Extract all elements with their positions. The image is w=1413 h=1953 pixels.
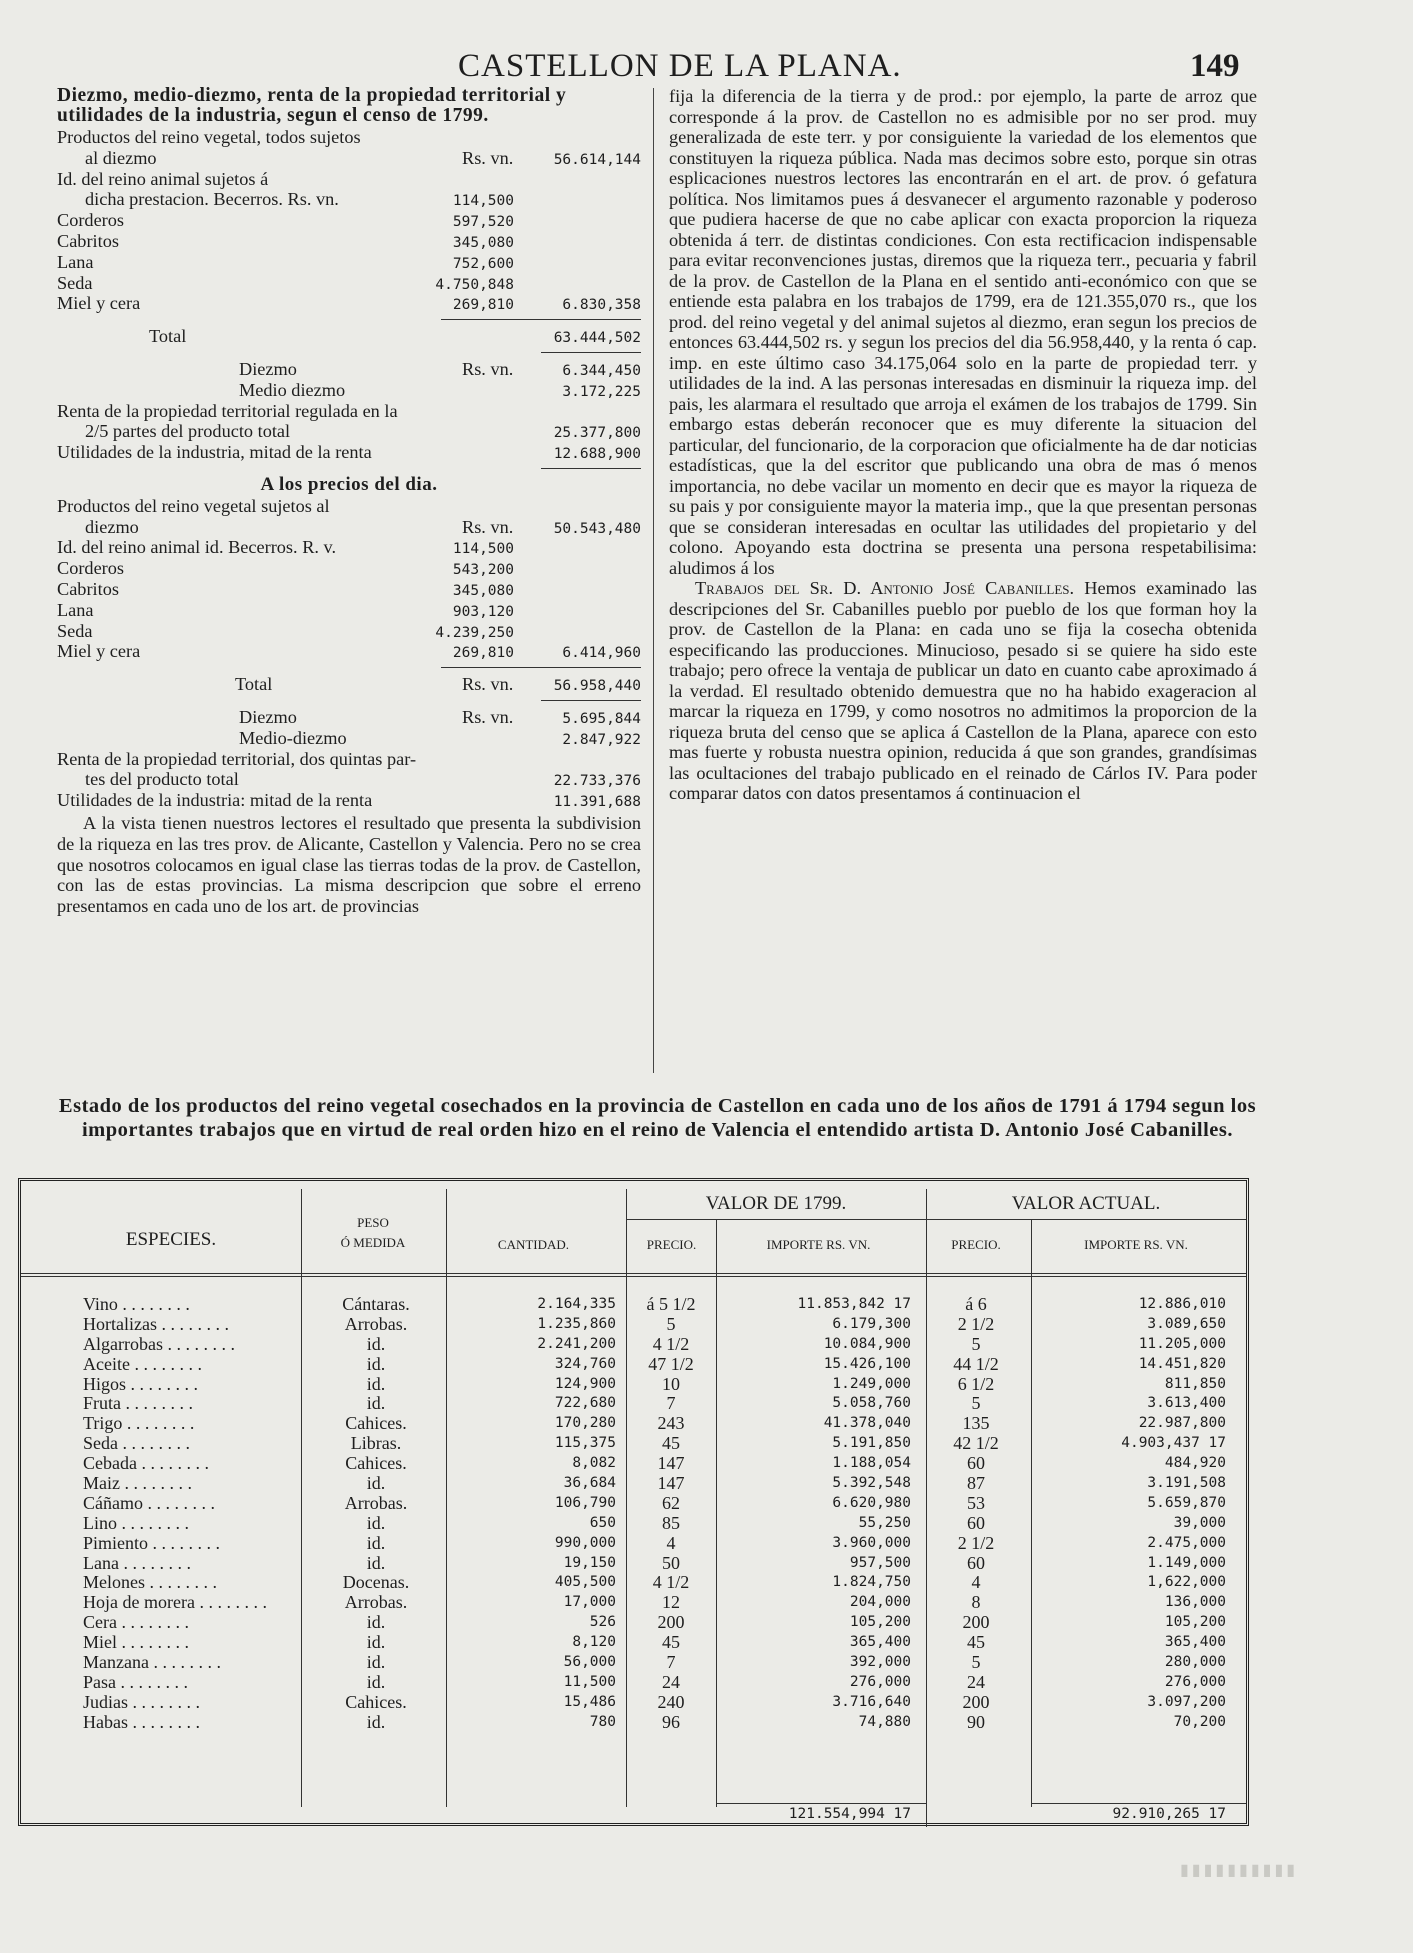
cell-peso: Cahices. [345, 1453, 407, 1474]
ledger-line: Seda 4.239,250 [57, 620, 514, 641]
header-precio-1799: PRECIO. [646, 1237, 697, 1252]
table-row [21, 1713, 1246, 1733]
cell-peso: id. [366, 1532, 386, 1553]
table-rule [21, 1273, 1246, 1274]
table-row [21, 1375, 1246, 1395]
cell-precio-1799: 96 [662, 1711, 680, 1732]
cell-cantidad: 124,900 [554, 1375, 616, 1392]
cell-precio-1799: 24 [662, 1671, 680, 1692]
cell-peso: id. [366, 1373, 386, 1394]
cell-cantidad: 106,790 [554, 1494, 616, 1511]
cell-importe-actual: 70,200 [1173, 1713, 1226, 1730]
cell-importe-actual: 14.451,820 [1138, 1355, 1226, 1372]
cell-importe-actual: 22.987,800 [1138, 1415, 1226, 1432]
body-paragraph [669, 578, 1257, 804]
cell-especie: Higos . . . . . . . . [83, 1373, 199, 1394]
cell-precio-1799: 4 [666, 1532, 676, 1553]
cell-peso: id. [366, 1652, 386, 1673]
header-valor-actual: VALOR ACTUAL. [1011, 1193, 1161, 1214]
cell-cantidad: 1.235,860 [537, 1315, 616, 1332]
table-title: Estado de los productos del reino vegetal cosechados en la provincia de Castellon en cada uno de los años de 1791 á 1794 segun los importantes trabajos que en virtud de real orden hizo en el reino de Valencia el entendido artista D. Antonio José Cabanilles. [58, 1095, 1257, 1141]
cell-importe-actual: 276,000 [1164, 1673, 1226, 1690]
cell-importe-1799: 1.188,054 [832, 1455, 911, 1472]
cell-precio-actual: 5 [971, 1333, 981, 1354]
cell-precio-actual: 5 [971, 1652, 981, 1673]
cell-precio-actual: 53 [967, 1492, 985, 1513]
cell-peso: id. [366, 1612, 386, 1633]
rule [57, 314, 641, 326]
cell-importe-1799: 365,400 [849, 1634, 911, 1651]
ledger-line: tes del producto total 22.733,376 [85, 769, 641, 790]
ledger-line: Corderos 543,200 [57, 558, 514, 579]
cell-importe-1799: 74,880 [858, 1713, 911, 1730]
ledger-line: Lana 903,120 [57, 599, 514, 620]
cell-precio-actual: 2 1/2 [957, 1532, 995, 1553]
cell-importe-actual: 365,400 [1164, 1634, 1226, 1651]
cell-especie: Trigo . . . . . . . . [83, 1413, 195, 1434]
table-rule [21, 1276, 1246, 1277]
cell-precio-actual: 8 [971, 1592, 981, 1613]
table-row [21, 1494, 1246, 1514]
cell-importe-1799: 276,000 [849, 1673, 911, 1690]
text-line: Renta de la propiedad territorial, dos quintas par- [57, 748, 417, 769]
cell-importe-actual: 12.886,010 [1138, 1296, 1226, 1312]
cell-especie: Hoja de morera . . . . . . . . [83, 1592, 267, 1613]
cell-especie: Pimiento . . . . . . . . [83, 1532, 221, 1553]
cell-precio-actual: 200 [962, 1612, 990, 1633]
text-line: Renta de la propiedad territorial regulada en la [57, 400, 398, 421]
section-lead: Trabajos del Sr. D. Antonio José Cabanilles. [695, 578, 1075, 598]
table-row [21, 1474, 1246, 1494]
ledger-line: Medio diezmo 3.172,225 [239, 379, 641, 400]
cell-peso: id. [366, 1473, 386, 1494]
cell-peso: Arrobas. [344, 1592, 408, 1613]
column-divider [653, 88, 654, 1073]
cell-importe-1799: 10.084,900 [823, 1335, 911, 1352]
cell-especie: Fruta . . . . . . . . [83, 1393, 193, 1414]
cell-peso: id. [366, 1671, 386, 1692]
table-row [21, 1355, 1246, 1375]
cell-precio-1799: 7 [666, 1393, 676, 1414]
cell-importe-1799: 105,200 [849, 1614, 911, 1631]
rule [57, 463, 641, 475]
cell-precio-1799: 243 [657, 1413, 685, 1434]
cell-precio-1799: 200 [657, 1612, 685, 1633]
ledger-line: Utilidades de la industria, mitad de la renta 12.688,900 [57, 442, 641, 463]
cell-especie: Miel . . . . . . . . [83, 1632, 189, 1653]
cell-importe-actual: 1,622,000 [1147, 1574, 1226, 1591]
table-row [21, 1434, 1246, 1454]
cell-cantidad: 8,082 [572, 1455, 616, 1472]
text-line: Id. del reino animal sujetos á [57, 168, 269, 189]
left-column [57, 86, 641, 917]
ledger-line: Total Rs. vn. 56.958,440 [235, 674, 641, 695]
cell-importe-1799: 957,500 [849, 1554, 911, 1571]
cell-peso: id. [366, 1711, 386, 1732]
cell-precio-1799: 85 [662, 1512, 680, 1533]
rule [57, 347, 641, 359]
table-body [21, 1295, 1246, 1733]
cell-importe-1799: 41.378,040 [823, 1415, 911, 1432]
cell-cantidad: 56,000 [563, 1654, 616, 1671]
cell-precio-1799: 10 [662, 1373, 680, 1394]
ledger-line: Medio-diezmo 2.847,922 [239, 727, 641, 748]
cell-precio-actual: 60 [967, 1512, 985, 1533]
table-rule [1031, 1803, 1246, 1804]
cell-cantidad: 36,684 [563, 1475, 616, 1492]
ledger-line: Diezmo Rs. vn. 5.695,844 [239, 706, 641, 727]
cell-cantidad: 526 [589, 1614, 616, 1631]
cell-precio-actual: 44 1/2 [953, 1353, 999, 1374]
cell-importe-1799: 5.392,548 [832, 1475, 911, 1492]
ledger-line: Corderos 597,520 [57, 210, 514, 231]
cell-peso: id. [366, 1353, 386, 1374]
crop-table [18, 1178, 1249, 1826]
cell-precio-1799: 147 [657, 1453, 685, 1474]
cell-importe-1799: 15.426,100 [823, 1355, 911, 1372]
cell-importe-actual: 105,200 [1164, 1614, 1226, 1631]
cell-especie: Judias . . . . . . . . [83, 1691, 200, 1712]
table-row [21, 1514, 1246, 1534]
cell-precio-1799: 45 [662, 1433, 680, 1454]
cell-peso: Docenas. [342, 1572, 410, 1593]
cell-precio-1799: 12 [662, 1592, 680, 1613]
cell-precio-actual: 87 [967, 1473, 985, 1494]
cell-importe-1799: 55,250 [858, 1514, 911, 1531]
cell-especie: Melones . . . . . . . . [83, 1572, 217, 1593]
cell-precio-actual: 6 1/2 [957, 1373, 995, 1394]
cell-precio-actual: 24 [967, 1671, 985, 1692]
cell-cantidad: 2.241,200 [537, 1335, 616, 1352]
cell-importe-actual: 484,920 [1164, 1455, 1226, 1472]
body-paragraph: A la vista tienen nuestros lectores el resultado que presenta la subdivision de la riqueza en las tres prov. de Alicante, Castellon y Valencia. Pero no se crea que nosotros colocamos en igual clase las tierras todas de la prov. de Castellon, con las de estas provincias. La misma descripcion que sobre el erreno presentamos en cada uno de los art. de provincias [57, 812, 641, 917]
cell-precio-1799: 45 [662, 1632, 680, 1653]
cell-cantidad: 324,760 [554, 1355, 616, 1372]
table-row [21, 1315, 1246, 1335]
cell-especie: Seda . . . . . . . . [83, 1433, 190, 1454]
census-heading: Diezmo, medio-diezmo, renta de la propiedad territorial y utilidades de la industria, segun el censo de 1799. [57, 85, 567, 126]
header-valor-1799: VALOR DE 1799. [705, 1193, 847, 1214]
header-especies: ESPECIES. [125, 1229, 217, 1250]
cell-precio-actual: á 6 [965, 1294, 987, 1314]
cell-cantidad: 115,375 [554, 1435, 616, 1452]
table-row [21, 1693, 1246, 1713]
cell-cantidad: 780 [589, 1713, 616, 1730]
table-row [21, 1454, 1246, 1474]
ledger-line: Miel y cera 269,810 6.414,960 [57, 641, 641, 662]
table-row [21, 1573, 1246, 1593]
cell-especie: Vino . . . . . . . . [83, 1294, 190, 1314]
table-rule [716, 1803, 926, 1804]
ledger-line: Id. del reino animal id. Becerros. R. v. 114,500 [57, 537, 514, 558]
cell-cantidad: 17,000 [563, 1594, 616, 1611]
cell-especie: Maiz . . . . . . . . [83, 1473, 192, 1494]
cell-importe-actual: 280,000 [1164, 1654, 1226, 1671]
cell-cantidad: 8,120 [572, 1634, 616, 1651]
cell-importe-actual: 136,000 [1164, 1594, 1226, 1611]
cell-importe-1799: 6.620,980 [832, 1494, 911, 1511]
cell-precio-actual: 45 [967, 1632, 985, 1653]
cell-especie: Lino . . . . . . . . [83, 1512, 189, 1533]
cell-precio-actual: 4 [971, 1572, 981, 1593]
running-title: CASTELLON DE LA PLANA. [458, 48, 902, 84]
cell-precio-actual: 60 [967, 1453, 985, 1474]
header-medida: Ó MEDIDA [340, 1235, 406, 1250]
cell-especie: Algarrobas . . . . . . . . [83, 1333, 235, 1354]
rule [57, 695, 641, 707]
table-row [21, 1295, 1246, 1315]
table-rule [626, 1219, 1246, 1220]
cell-especie: Manzana . . . . . . . . [83, 1652, 221, 1673]
right-column [669, 86, 1257, 804]
cell-importe-1799: 6.179,300 [832, 1315, 911, 1332]
cell-cantidad: 405,500 [554, 1574, 616, 1591]
ledger-line: al diezmo Rs. vn. 56.614,144 [85, 147, 641, 168]
cell-importe-1799: 3.960,000 [832, 1534, 911, 1551]
cell-precio-actual: 200 [962, 1691, 990, 1712]
cell-precio-1799: 47 1/2 [648, 1353, 694, 1374]
cell-cantidad: 11,500 [563, 1673, 616, 1690]
cell-peso: Cahices. [345, 1691, 407, 1712]
ledger-line: 2/5 partes del producto total 25.377,800 [85, 421, 641, 442]
table-row [21, 1653, 1246, 1673]
cell-precio-actual: 60 [967, 1552, 985, 1573]
ledger-line: dicha prestacion. Becerros. Rs. vn. 114,500 [85, 189, 514, 210]
cell-especie: Lana . . . . . . . . [83, 1552, 191, 1573]
cell-peso: id. [366, 1393, 386, 1414]
cell-especie: Cera . . . . . . . . [83, 1612, 189, 1633]
cell-cantidad: 2.164,335 [537, 1296, 616, 1312]
cell-importe-actual: 3.089,650 [1147, 1315, 1226, 1332]
ledger-line: Miel y cera 269,810 6.830,358 [57, 293, 641, 314]
table-row [21, 1394, 1246, 1414]
cell-especie: Aceite . . . . . . . . [83, 1353, 202, 1374]
cell-precio-1799: á 5 1/2 [646, 1294, 696, 1314]
ledger-line: Cabritos 345,080 [57, 230, 514, 251]
header-peso: PESO [357, 1215, 389, 1230]
cell-precio-1799: 5 [666, 1313, 676, 1334]
cell-precio-actual: 5 [971, 1393, 981, 1414]
table-row [21, 1534, 1246, 1554]
ledger-line: Utilidades de la industria: mitad de la renta 11.391,688 [57, 790, 641, 811]
cell-precio-1799: 62 [662, 1492, 680, 1513]
total-actual: 92.910,265 17 [1112, 1806, 1226, 1822]
cell-precio-1799: 50 [662, 1552, 680, 1573]
cell-importe-actual: 811,850 [1164, 1375, 1226, 1392]
page-header [0, 48, 1413, 88]
table-row [21, 1633, 1246, 1653]
table-row [21, 1613, 1246, 1633]
cell-importe-actual: 39,000 [1173, 1514, 1226, 1531]
ledger-line: diezmo Rs. vn. 50.543,480 [85, 516, 641, 537]
header-importe-1799: IMPORTE RS. VN. [766, 1237, 871, 1252]
cell-importe-actual: 4.903,437 17 [1121, 1435, 1226, 1452]
cell-especie: Cáñamo . . . . . . . . [83, 1492, 215, 1513]
cell-peso: id. [366, 1512, 386, 1533]
cell-importe-1799: 392,000 [849, 1654, 911, 1671]
body-paragraph: fija la diferencia de la tierra y de prod.: por ejemplo, la parte de arroz que corresponde á la prov. de Castellon no es admisible por no ser prod. muy generalizada de este terr. y por consiguiente la variedad de los elementos que constituyen la riqueza pública. Nada mas decimos sobre esto, porque sin otras esplicaciones nuestros lectores las encontrarán en el art. de prov. ó gefatura política. Nos limitamos pues á desvanecer el argumento razonable y poderoso que pudiera hacerse de que no cabe aplicar con exacta proporcion la riqueza obtenida á terr. de distintas condiciones. Con esta rectificacion indispensable para evitar reconvenciones justas, diremos que la riqueza terr., pecuaria y fabril de la prov. de Castellon de la Plana en el sentido anti-económico con que se entiende esta palabra en los trabajos de 1799, era de 121.355,070 rs., que los prod. del reino vegetal y del animal sujetos al diezmo, eran segun los precios de entonces 63.444,502 rs. y segun los precios del dia 56.958,440, y la renta ó cap. imp. en este último caso 34.175,064 solo en la parte de propiedad terr. y utilidades de la ind. A las personas interesadas en disminuir la riqueza imp. del pais, les alarmara el resultado que arroja el exámen de los trabajos de 1799. Sin embargo estas deberán reconocer que es muy diferente la situacion del particular, del funcionario, de la corporacion que oficialmente ha de dar noticias estadísticas, que la del escritor que publicando una obra de mas ó menos importancia, no debe vacilar un momento en decir que es mayor la riqueza de su pais y por consiguiente mayor la materia imp., que la que presentan personas que se consideran interesadas en ocultar las utilidades del propietario y del colono. Apoyando esta doctrina se presenta una persona respetabilisima: aludimos á los [669, 86, 1257, 578]
cell-peso: Cahices. [345, 1413, 407, 1434]
cell-importe-1799: 204,000 [849, 1594, 911, 1611]
cell-especie: Habas . . . . . . . . [83, 1711, 200, 1732]
subheading: A los precios del dia. [260, 473, 438, 495]
cell-importe-1799: 5.191,850 [832, 1435, 911, 1452]
cell-precio-actual: 135 [962, 1413, 990, 1434]
ledger-line: Total 63.444,502 [149, 326, 641, 347]
header-precio-actual: PRECIO. [951, 1237, 1001, 1252]
header-cantidad: CANTIDAD. [497, 1237, 570, 1252]
cell-especie: Pasa . . . . . . . . [83, 1671, 188, 1692]
cell-precio-actual: 42 1/2 [953, 1433, 999, 1454]
cell-peso: Libras. [350, 1433, 402, 1454]
cell-especie: Hortalizas . . . . . . . . [83, 1313, 229, 1334]
table-row [21, 1673, 1246, 1693]
page-number: 149 [1190, 48, 1240, 84]
cell-importe-actual: 3.613,400 [1147, 1395, 1226, 1412]
cell-peso: id. [366, 1632, 386, 1653]
cell-precio-1799: 147 [657, 1473, 685, 1494]
cell-peso: Arrobas. [344, 1492, 408, 1513]
cell-precio-actual: 90 [967, 1711, 985, 1732]
header-importe-actual: IMPORTE RS. VN. [1084, 1237, 1188, 1252]
cell-importe-actual: 3.191,508 [1147, 1475, 1226, 1492]
table-row [21, 1554, 1246, 1574]
cell-importe-actual: 2.475,000 [1147, 1534, 1226, 1551]
cell-importe-1799: 3.716,640 [832, 1693, 911, 1710]
cell-importe-actual: 1.149,000 [1147, 1554, 1226, 1571]
cell-cantidad: 722,680 [554, 1395, 616, 1412]
cell-importe-1799: 11.853,842 17 [797, 1296, 911, 1312]
table-row [21, 1335, 1246, 1355]
cell-cantidad: 15,486 [563, 1693, 616, 1710]
cell-precio-1799: 4 1/2 [652, 1572, 690, 1593]
cell-importe-actual: 5.659,870 [1147, 1494, 1226, 1511]
cell-precio-1799: 4 1/2 [652, 1333, 690, 1354]
cell-peso: Arrobas. [344, 1313, 408, 1334]
text-line: Productos del reino vegetal, todos sujetos [57, 127, 361, 147]
table-row [21, 1593, 1246, 1613]
bleed-through-text: ▮▮▮▮▮▮▮▮▮▮ [1180, 1862, 1299, 1879]
text-line: Productos del reino vegetal sujetos al [57, 495, 330, 516]
cell-cantidad: 170,280 [554, 1415, 616, 1432]
cell-peso: id. [366, 1552, 386, 1573]
cell-importe-1799: 1.824,750 [832, 1574, 911, 1591]
ledger-line: Diezmo Rs. vn. 6.344,450 [239, 358, 641, 379]
cell-especie: Cebada . . . . . . . . [83, 1453, 209, 1474]
cell-peso: id. [366, 1333, 386, 1354]
cell-importe-actual: 3.097,200 [1147, 1693, 1226, 1710]
table-row [21, 1414, 1246, 1434]
cell-cantidad: 990,000 [554, 1534, 616, 1551]
totals-row [21, 1806, 1246, 1826]
cell-importe-actual: 11.205,000 [1138, 1335, 1226, 1352]
rule [57, 662, 641, 674]
ledger-line: Seda 4.750,848 [57, 272, 514, 293]
ledger-line: Lana 752,600 [57, 251, 514, 272]
cell-importe-1799: 5.058,760 [832, 1395, 911, 1412]
cell-precio-actual: 2 1/2 [957, 1313, 995, 1334]
paragraph-text: Hemos examinado las descripciones del Sr. Cabanilles pueblo por pueblo de los que forman hoy la prov. de Castellon de la Plana: en cada uno se fija la cosecha obtenida especificando las producciones. Minucioso, pesado si se quiere ha sido este trabajo; pero ofrece la ventaja de publicar un dato en cuanto cabe aproximado á la verdad. El resultado obtenido demuestra que no ha habido exageracion al marcar la riqueza en 1799, y como nosotros no admitimos la proporcion de la riqueza bruta del censo que se aplica á Castellon de la Plana, aparece con esto mas fuerte y robusta nuestra opinion, reducida á que son grandes, grandísimas las ocultaciones del trabajo publicado en el reinado de Cárlos IV. Para poder comparar datos con datos presentamos á continuacion el [669, 578, 1257, 803]
cell-precio-1799: 7 [666, 1652, 676, 1673]
cell-cantidad: 650 [589, 1514, 616, 1531]
cell-peso: Cántaras. [342, 1294, 410, 1314]
total-1799: 121.554,994 17 [788, 1806, 911, 1822]
ledger-line: Cabritos 345,080 [57, 578, 514, 599]
cell-precio-1799: 240 [657, 1691, 685, 1712]
cell-importe-1799: 1.249,000 [832, 1375, 911, 1392]
cell-cantidad: 19,150 [563, 1554, 616, 1571]
